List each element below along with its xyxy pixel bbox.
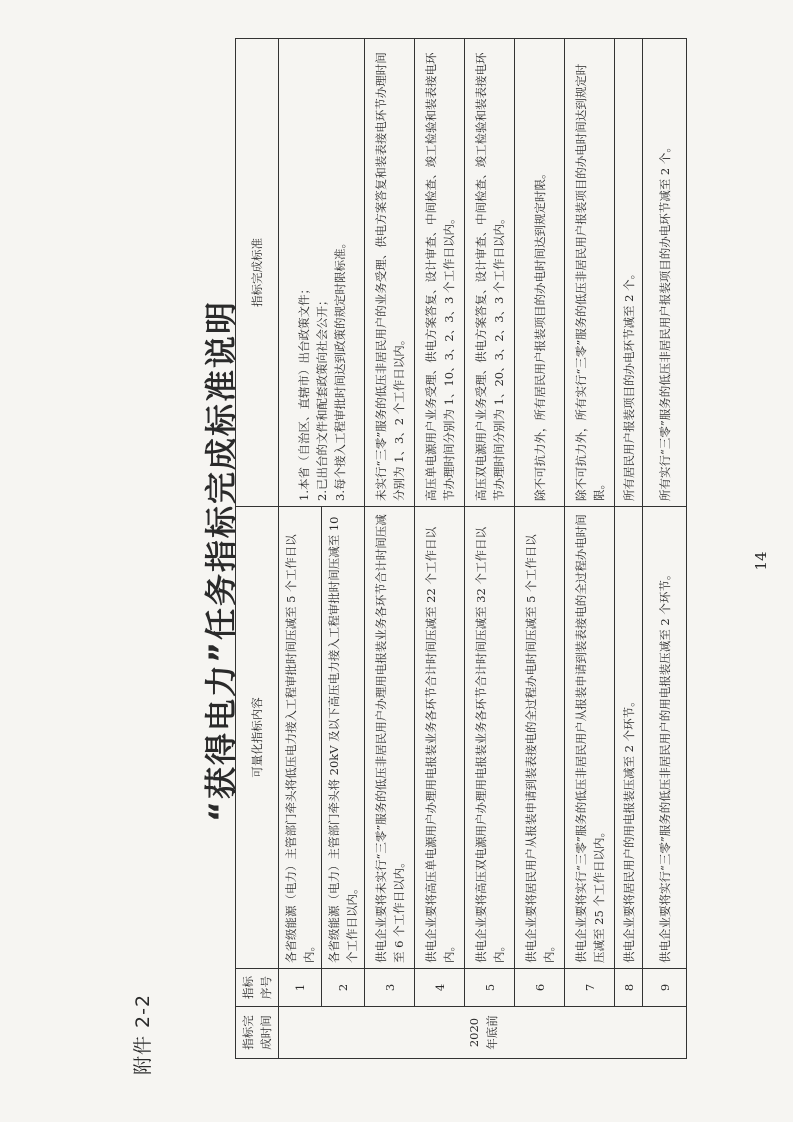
row-content: 供电企业要将未实行“三零”服务的低压非居民用户办理用电报装业务各环节合计时间压减至 6 个工作日以内。 bbox=[365, 507, 415, 969]
row-content: 供电企业要将高压双电源用户办理用电报装业务各环节合计时间压减至 32 个工作日以内。 bbox=[465, 507, 515, 969]
row-standard: 高压双电源用户业务受理、供电方案答复、设计审查、中间检查、竣工检验和装表接电环节办理时间分别为 1、20、3、2、3、3 个工作日以内。 bbox=[465, 39, 515, 507]
row-content: 供电企业要将高压单电源用户办理用电报装业务各环节合计时间压减至 22 个工作日以内。 bbox=[415, 507, 465, 969]
row-index: 1 bbox=[279, 969, 322, 1007]
row-index: 9 bbox=[643, 969, 687, 1007]
row-index: 6 bbox=[515, 969, 565, 1007]
table-row bbox=[643, 39, 687, 1059]
row-standard: 1.本省（自治区、直辖市）出台政策文件； 2.已出台的文件和配套政策向社会公开； 3.每个接入工程审批时间达到政策的规定时限标准。 bbox=[279, 39, 365, 507]
table-row bbox=[515, 39, 565, 1059]
completion-time: 2020 年底前 bbox=[279, 1007, 687, 1059]
row-content: 各省级能源（电力）主管部门牵头将低压电力接入工程审批时间压减至 5 个工作日以内。 bbox=[279, 507, 322, 969]
table-row bbox=[415, 39, 465, 1059]
table-row bbox=[465, 39, 515, 1059]
row-index: 5 bbox=[465, 969, 515, 1007]
page-number: 14 bbox=[752, 551, 770, 571]
table-row bbox=[615, 39, 643, 1059]
attachment-label: 附件 2-2 bbox=[132, 993, 154, 1075]
row-index: 4 bbox=[415, 969, 465, 1007]
row-content: 供电企业要将居民用户从报装申请到装表接电的全过程办电时间压减至 5 个工作日以内。 bbox=[515, 507, 565, 969]
header-content: 可量化指标内容 bbox=[236, 507, 279, 969]
table-row bbox=[565, 39, 615, 1059]
row-index: 7 bbox=[565, 969, 615, 1007]
row-index: 2 bbox=[322, 969, 365, 1007]
header-time: 指标完成时间 bbox=[236, 1007, 279, 1059]
standards-table bbox=[235, 38, 687, 1059]
table-row bbox=[279, 39, 322, 1059]
row-content: 各省级能源（电力）主管部门牵头将 20kV 及以下高压电力接入工程审批时间压减至 10 个工作日以内。 bbox=[322, 507, 365, 969]
header-standard: 指标完成标准 bbox=[236, 39, 279, 507]
row-standard: 未实行“三零”服务的低压非居民用户的业务受理、供电方案答复和装表接电环节办理时间分别为 1、3、2 个工作日以内。 bbox=[365, 39, 415, 507]
header-index: 指标序号 bbox=[236, 969, 279, 1007]
table-row bbox=[365, 39, 415, 1059]
row-standard: 高压单电源用户业务受理、供电方案答复、设计审查、中间检查、竣工检验和装表接电环节办理时间分别为 1、10、3、2、3、3 个工作日以内。 bbox=[415, 39, 465, 507]
row-content: 供电企业要将居民用户的用电报装压减至 2 个环节。 bbox=[615, 507, 643, 969]
document-title: “获得电力”任务指标完成标准说明 bbox=[202, 299, 240, 823]
row-content: 供电企业要将实行“三零”服务的低压非居民用户的用电报装压减至 2 个环节。 bbox=[643, 507, 687, 969]
row-standard: 所有居民用户报装项目的办电环节减至 2 个。 bbox=[615, 39, 643, 507]
row-standard: 所有实行“三零”服务的低压非居民用户报装项目的办电环节减至 2 个。 bbox=[643, 39, 687, 507]
row-standard: 除不可抗力外，所有实行“三零”服务的低压非居民用户报装项目的办电时间达到规定时限。 bbox=[565, 39, 615, 507]
row-content: 供电企业要将实行“三零”服务的低压非居民用户从报装申请到装表接电的全过程办电时间压减至 25 个工作日以内。 bbox=[565, 507, 615, 969]
row-index: 3 bbox=[365, 969, 415, 1007]
row-index: 8 bbox=[615, 969, 643, 1007]
row-standard: 除不可抗力外，所有居民用户报装项目的办电时间达到规定时限。 bbox=[515, 39, 565, 507]
table-header-row bbox=[236, 39, 279, 1059]
